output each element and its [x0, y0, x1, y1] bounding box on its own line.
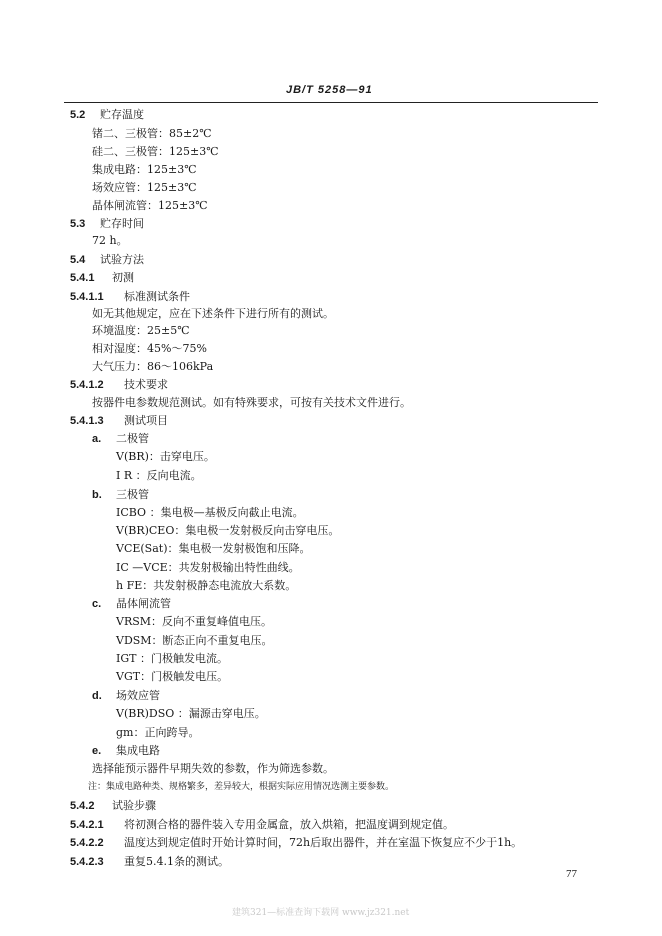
text-line: 环境温度：25±5℃	[92, 324, 190, 337]
text-line: 72 h。	[92, 234, 128, 247]
section-number: 5.4.1.2	[70, 379, 104, 391]
text-line: ICBO ：集电极—基极反向截止电流。	[116, 506, 304, 519]
text-line: VCE(Sat)：集电极一发射极饱和压降。	[116, 542, 311, 555]
section-number: 5.4.1	[70, 272, 95, 284]
section-number: e.	[92, 745, 102, 757]
line-text: 标准测试条件	[124, 290, 190, 303]
section-number: 5.2	[70, 109, 86, 121]
text-line: V(BR)：击穿电压。	[116, 450, 215, 463]
text-line: V(BR)CEO：集电极一发射极反向击穿电压。	[116, 524, 340, 537]
text-line: 晶体闸流管：125±3℃	[92, 199, 208, 212]
text-line: VGT：门极触发电压。	[116, 670, 229, 683]
section-number: 5.4.2.1	[70, 819, 104, 831]
text-line: gm：正向跨导。	[116, 726, 200, 739]
text-line: 集成电路：125±3℃	[92, 163, 197, 176]
line-text: 三极管	[116, 488, 149, 501]
page-number: 77	[566, 868, 577, 880]
text-line: IGT ：门极触发电流。	[116, 652, 228, 665]
line-text: 技术要求	[124, 378, 168, 391]
text-line: 锗二、三极管：85±2℃	[92, 127, 212, 140]
section-number: 5.4.2.3	[70, 856, 104, 868]
section-number: 5.4.2	[70, 800, 95, 812]
section-number: a.	[92, 433, 102, 445]
text-line: h FE：共发射极静态电流放大系数。	[116, 579, 297, 592]
line-text: 贮存温度	[100, 108, 144, 121]
text-line: 相对湿度：45%～75%	[92, 342, 207, 355]
section-number: c.	[92, 598, 102, 610]
section-number: 5.4.2.2	[70, 837, 104, 849]
header-rule	[64, 102, 598, 103]
line-text: 初测	[112, 271, 134, 284]
text-line: 如无其他规定，应在下述条件下进行所有的测试。	[92, 307, 334, 320]
line-text: 温度达到规定值时开始计算时间，72h后取出器件，并在室温下恢复应不少于1h。	[124, 836, 523, 849]
line-text: 二极管	[116, 432, 149, 445]
line-text: 场效应管	[116, 689, 160, 702]
section-number: 5.4	[70, 254, 86, 266]
text-line: VDSM：断态正向不重复电压。	[116, 634, 273, 647]
text-line: VRSM：反向不重复峰值电压。	[116, 615, 273, 628]
section-number: 5.4.1.3	[70, 415, 104, 427]
section-number: 5.4.1.1	[70, 291, 104, 303]
line-text: 晶体闸流管	[116, 597, 171, 610]
section-number: b.	[92, 489, 102, 501]
watermark: 建筑321—标准查询下载网 www.jz321.net	[232, 908, 410, 918]
line-text: 测试项目	[124, 414, 168, 427]
line-text: 试验方法	[100, 253, 144, 266]
line-text: 将初测合格的器件装入专用金属盒，放入烘箱，把温度调到规定值。	[124, 818, 454, 831]
section-number: 5.3	[70, 218, 86, 230]
text-line: 大气压力：86～106kPa	[92, 360, 214, 373]
text-line: 选择能预示器件早期失效的参数，作为筛选参数。	[92, 762, 334, 775]
document-header: JB/T 5258—91	[286, 84, 373, 96]
section-number: d.	[92, 690, 102, 702]
text-line: 按器件电参数规范测试。如有特殊要求，可按有关技术文件进行。	[92, 396, 411, 409]
text-line: I R ：反向电流。	[116, 469, 202, 482]
text-line: V(BR)DSO ：漏源击穿电压。	[116, 707, 266, 720]
line-text: 重复5.4.1条的测试。	[124, 855, 229, 868]
line-text: 贮存时间	[100, 217, 144, 230]
text-line: 硅二、三极管：125±3℃	[92, 145, 219, 158]
line-text: 试验步骤	[112, 799, 156, 812]
line-text: 集成电路	[116, 744, 160, 757]
text-line: IC —VCE：共发射极输出特性曲线。	[116, 561, 300, 574]
text-line: 场效应管：125±3℃	[92, 181, 197, 194]
text-line: 注：集成电路种类、规格繁多，差异较大，根据实际应用情况选测主要参数。	[88, 782, 395, 792]
